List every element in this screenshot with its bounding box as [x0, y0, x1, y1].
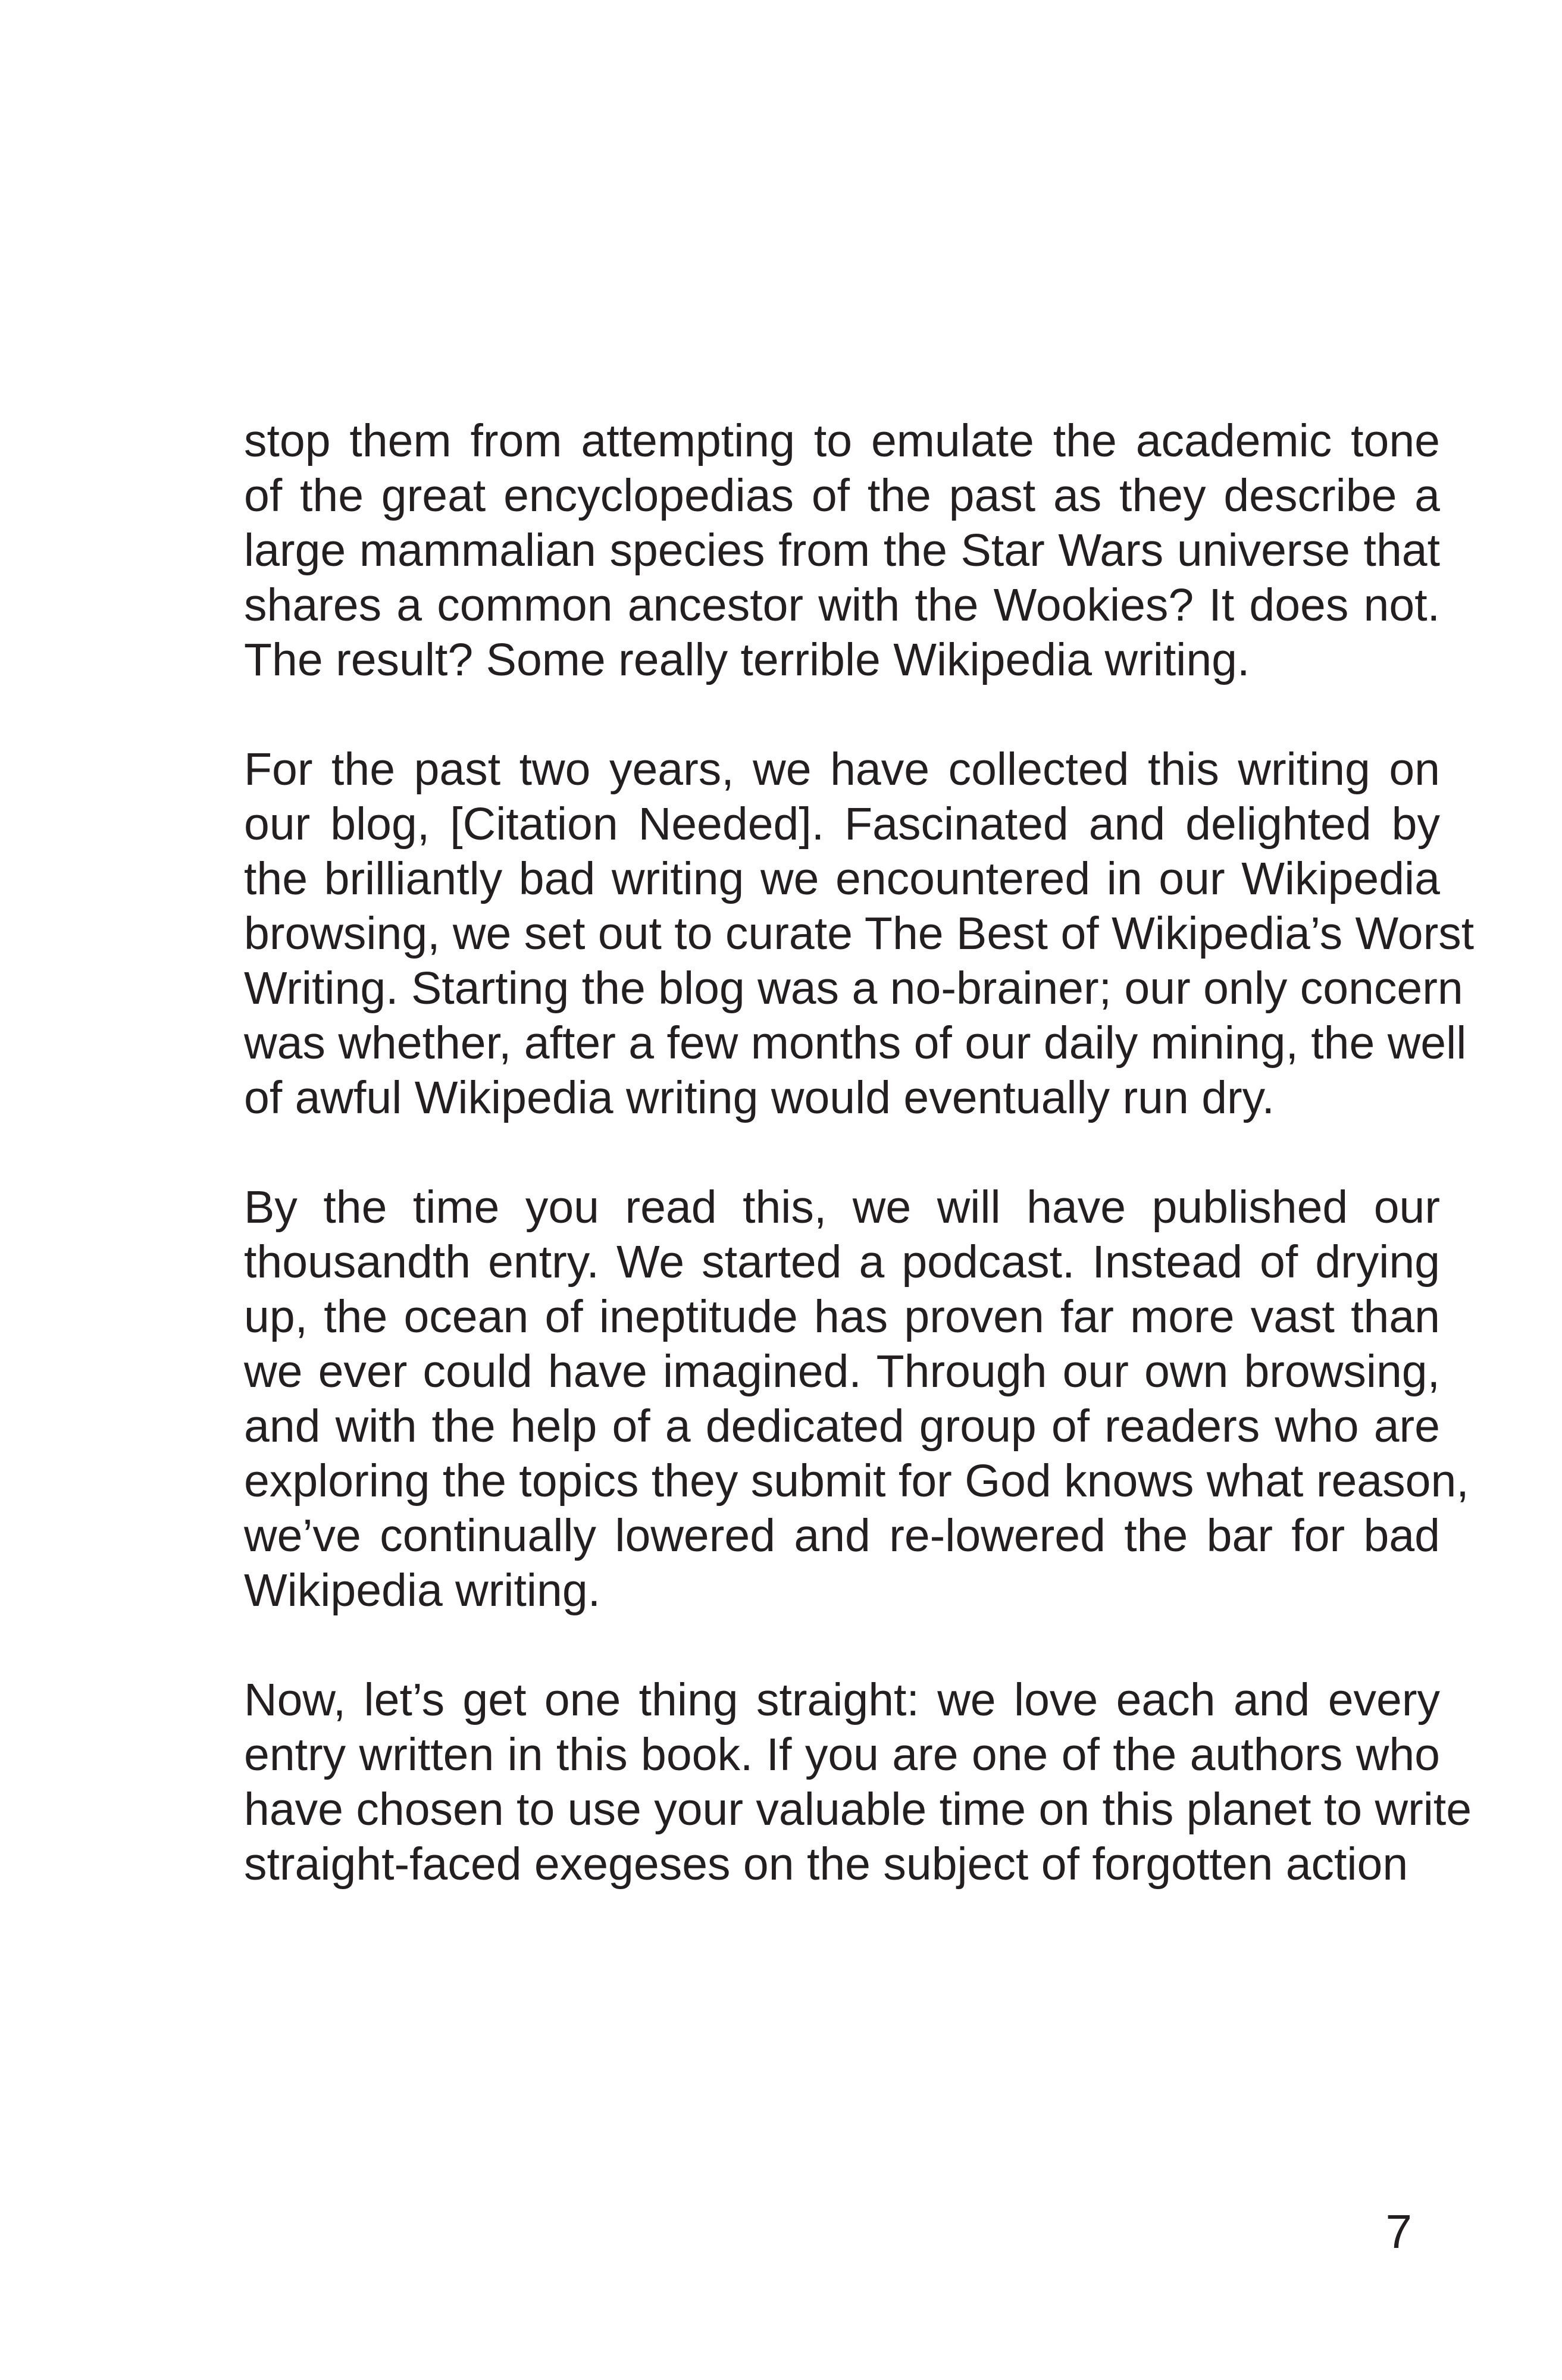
body-text — [244, 414, 1475, 1946]
text-line: browsing, we set out to curate The Best of Wikipedia’s Worst — [244, 908, 1475, 959]
text-line: For the past two years, we have collected this writing on — [244, 744, 1440, 795]
text-line: Writing. Starting the blog was a no-brainer; our only concern — [244, 963, 1463, 1014]
text-line: The result? Some really terrible Wikipedia writing. — [244, 634, 1250, 685]
text-line: stop them from attempting to emulate the academic tone — [244, 415, 1440, 466]
text-line: By the time you read this, we will have published our — [244, 1182, 1440, 1233]
page-number: 7 — [1385, 2205, 1412, 2258]
text-line: exploring the topics they submit for God knows what reason, — [244, 1455, 1469, 1507]
text-line: our blog, [Citation Needed]. Fascinated and delighted by — [244, 798, 1440, 850]
paragraph — [244, 1673, 1472, 1892]
text-line: Now, let’s get one thing straight: we love each and every — [244, 1674, 1440, 1726]
text-line: entry written in this book. If you are one of the authors who — [244, 1729, 1440, 1780]
text-line: have chosen to use your valuable time on this planet to write — [244, 1784, 1472, 1835]
text-line: shares a common ancestor with the Wookies? It does not. — [244, 580, 1440, 631]
text-line: of awful Wikipedia writing would eventually run dry. — [244, 1072, 1275, 1123]
text-line: we ever could have imagined. Through our own browsing, — [244, 1346, 1440, 1397]
paragraph — [244, 1180, 1469, 1618]
text-line: up, the ocean of ineptitude has proven far more vast than — [244, 1291, 1440, 1342]
text-line: of the great encyclopedias of the past as they describe a — [244, 470, 1440, 521]
text-line: straight-faced exegeses on the subject of forgotten action — [244, 1839, 1408, 1890]
text-line: Wikipedia writing. — [244, 1565, 601, 1616]
text-line: the brilliantly bad writing we encountered in our Wikipedia — [244, 853, 1440, 904]
text-line: thousandth entry. We started a podcast. Instead of drying — [244, 1236, 1440, 1288]
text-line: we’ve continually lowered and re-lowered the bar for bad — [244, 1510, 1440, 1561]
text-line: large mammalian species from the Star Wars universe that — [244, 525, 1440, 576]
text-line: and with the help of a dedicated group of readers who are — [244, 1401, 1440, 1452]
text-line: was whether, after a few months of our daily mining, the well — [244, 1017, 1467, 1069]
paragraph — [244, 414, 1440, 687]
paragraph — [244, 742, 1475, 1125]
